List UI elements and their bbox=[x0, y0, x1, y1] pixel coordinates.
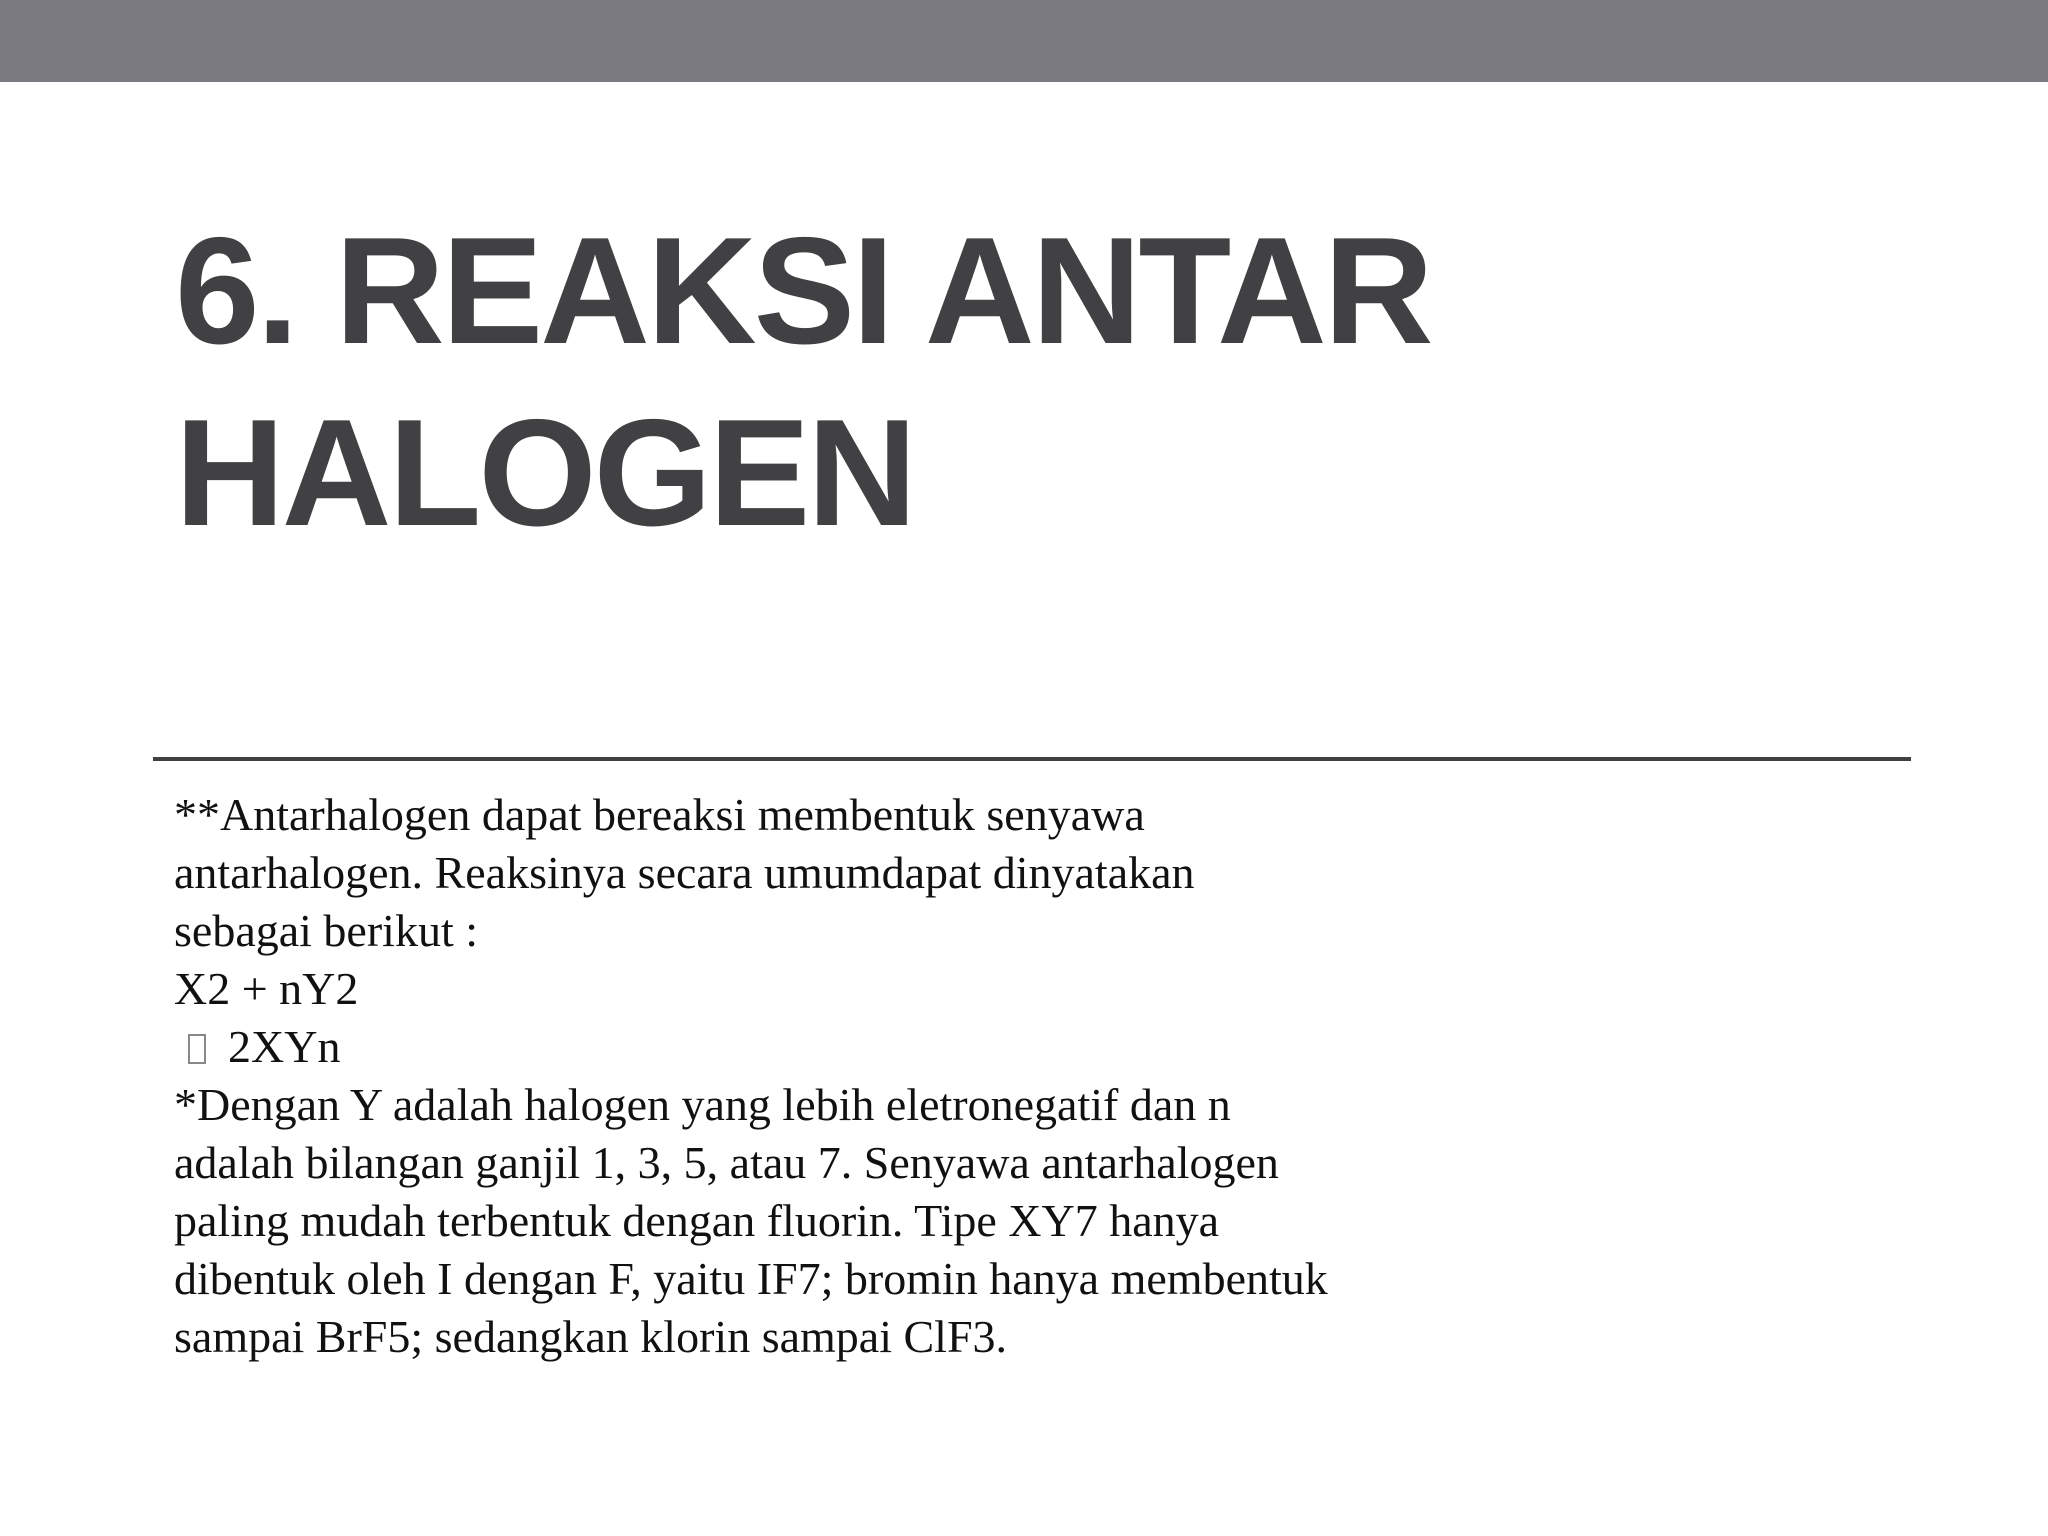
top-bar bbox=[0, 0, 2048, 82]
body-line-7: adalah bilangan ganjil 1, 3, 5, atau 7. Senyawa antarhalogen bbox=[174, 1137, 1279, 1188]
body-line-2: antarhalogen. Reaksinya secara umumdapat dinyatakan bbox=[174, 847, 1195, 898]
slide-title bbox=[175, 200, 1875, 564]
body-line-8: paling mudah terbentuk dengan fluorin. Tipe XY7 hanya bbox=[174, 1195, 1220, 1246]
body-line-4: X2 + nY2 bbox=[174, 963, 359, 1014]
body-line-6: *Dengan Y adalah halogen yang lebih eletronegatif dan n bbox=[174, 1079, 1231, 1130]
body-text bbox=[174, 786, 1474, 1366]
body-line-10: sampai BrF5; sedangkan klorin sampai ClF3. bbox=[174, 1311, 1008, 1362]
body-line-1: **Antarhalogen dapat bereaksi membentuk senyawa bbox=[174, 789, 1145, 840]
body-line-3: sebagai berikut : bbox=[174, 905, 479, 956]
reaction-product: 2XYn bbox=[228, 1021, 341, 1072]
title-line-2: HALOGEN bbox=[175, 388, 914, 558]
missing-glyph-box-icon bbox=[188, 1034, 206, 1064]
body-line-9: dibentuk oleh I dengan F, yaitu IF7; bromin hanya membentuk bbox=[174, 1253, 1328, 1304]
body-line-5 bbox=[174, 1018, 1474, 1076]
title-line-1: 6. REAKSI ANTAR bbox=[175, 206, 1431, 376]
title-divider bbox=[153, 757, 1911, 761]
